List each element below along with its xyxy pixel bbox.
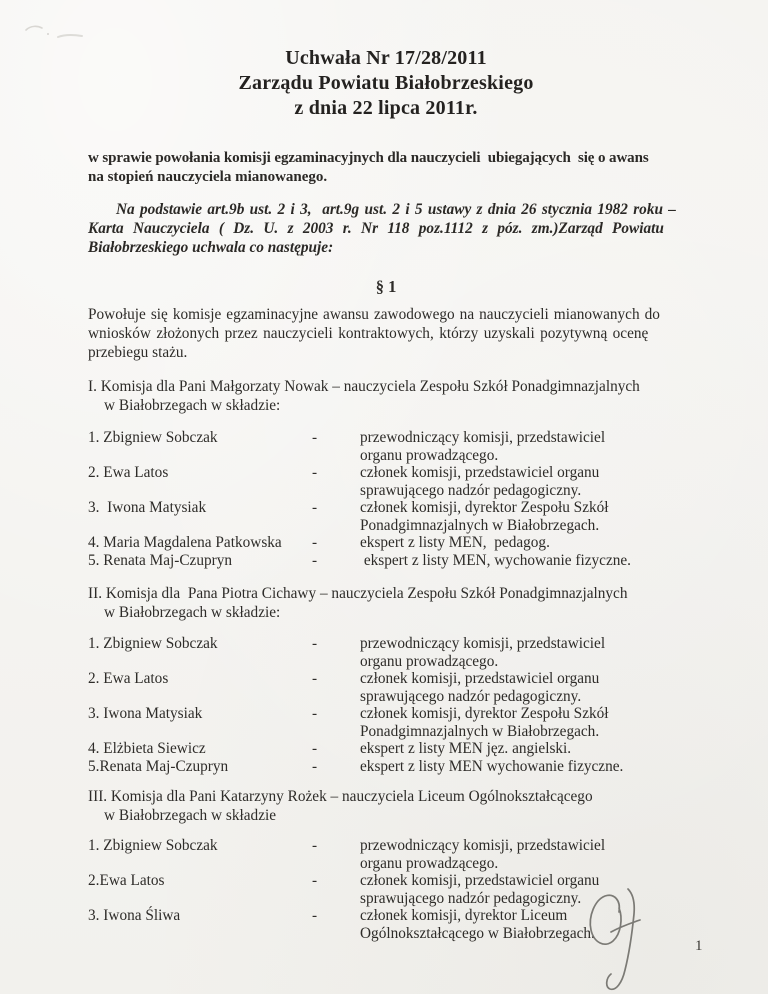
member-role-line: Ponadgimnazjalnych w Białobrzegach. bbox=[360, 722, 600, 740]
member-role-line: członek komisji, przedstawiciel organu bbox=[360, 670, 600, 687]
member-dash: - bbox=[312, 907, 318, 924]
member-role-line: organu prowadzącego. bbox=[360, 652, 499, 670]
member-role-line: Ponadgimnazjalnych w Białobrzegach. bbox=[360, 516, 600, 534]
member-role-line: sprawującego nadzór pedagogiczny. bbox=[360, 687, 582, 705]
member-dash: - bbox=[312, 429, 318, 446]
member-role bbox=[360, 552, 684, 570]
commissions bbox=[88, 378, 684, 942]
member-dash: - bbox=[312, 740, 318, 757]
member-role bbox=[360, 499, 684, 534]
legal-basis-paragraph bbox=[88, 200, 684, 257]
commission-heading bbox=[88, 585, 684, 622]
member-role-line: członek komisji, przedstawiciel organu bbox=[360, 464, 600, 481]
member-row bbox=[88, 552, 684, 570]
title-line-2: Zarządu Powiatu Białobrzeskiego bbox=[238, 72, 534, 94]
member-role-line: członek komisji, dyrektor Zespołu Szkół bbox=[360, 705, 609, 722]
member-dash: - bbox=[312, 499, 318, 516]
commission-heading bbox=[88, 378, 684, 415]
member-row bbox=[88, 705, 684, 740]
member-role bbox=[360, 837, 684, 872]
member-row bbox=[88, 635, 684, 670]
section-mark: § 1 bbox=[375, 277, 397, 296]
intro-line-2: wniosków złożonych przez nauczycieli kontraktowych, którzy uzyskali pozytywną ocenę bbox=[88, 325, 649, 342]
member-row bbox=[88, 429, 684, 464]
document-title bbox=[88, 46, 684, 121]
intro-paragraph bbox=[88, 305, 684, 362]
member-name: 3. Iwona Matysiak bbox=[88, 705, 203, 722]
commission-heading-line: w Białobrzegach w składzie: bbox=[104, 396, 281, 414]
member-name: 2.Ewa Latos bbox=[88, 872, 165, 889]
commission-heading bbox=[88, 788, 684, 825]
member-row bbox=[88, 464, 684, 499]
member-role bbox=[360, 758, 684, 776]
member-name: 5.Renata Maj-Czupryn bbox=[88, 757, 229, 775]
member-role-line: członek komisji, dyrektor Zespołu Szkół bbox=[360, 499, 609, 516]
member-row bbox=[88, 499, 684, 534]
member-name: 2. Ewa Latos bbox=[88, 670, 169, 687]
commission-section bbox=[88, 378, 684, 569]
commission-member-list bbox=[88, 635, 684, 775]
member-role-line: ekspert z listy MEN, pedagog. bbox=[360, 534, 550, 551]
commission-member-list bbox=[88, 429, 684, 569]
signature-paraph-icon bbox=[583, 886, 655, 994]
title-line-3: z dnia 22 lipca 2011r. bbox=[294, 97, 478, 119]
intro-line-1: Powołuje się komisje egzaminacyjne awansu zawodowego na nauczycieli mianowanych do bbox=[88, 306, 660, 323]
member-name: 3. Iwona Matysiak bbox=[88, 499, 207, 516]
page-number: 1 bbox=[695, 938, 703, 954]
member-dash: - bbox=[312, 670, 318, 687]
member-role-line: przewodniczący komisji, przedstawiciel bbox=[360, 837, 606, 854]
member-role-line: organu prowadzącego. bbox=[360, 854, 499, 872]
member-role-line: ekspert z listy MEN, wychowanie fizyczne. bbox=[360, 551, 632, 569]
member-role bbox=[360, 705, 684, 740]
member-name: 1. Zbigniew Sobczak bbox=[88, 429, 218, 446]
member-name: 5. Renata Maj-Czupryn bbox=[88, 551, 233, 569]
legal-basis-line-1: Na podstawie art.9b ust. 2 i 3, art.9g ust. 2 i 5 ustawy z dnia 26 stycznia 1982 roku – bbox=[116, 201, 676, 218]
title-line-1: Uchwała Nr 17/28/2011 bbox=[285, 47, 487, 69]
subject-paragraph bbox=[88, 149, 684, 187]
member-role-line: ekspert z listy MEN wychowanie fizyczne. bbox=[360, 757, 624, 775]
member-name: 1. Zbigniew Sobczak bbox=[88, 837, 218, 854]
member-row bbox=[88, 670, 684, 705]
member-role bbox=[360, 635, 684, 670]
member-role-line: organu prowadzącego. bbox=[360, 446, 499, 464]
member-dash: - bbox=[312, 551, 318, 569]
member-row bbox=[88, 837, 684, 872]
member-row bbox=[88, 740, 684, 758]
member-name: 3. Iwona Śliwa bbox=[88, 907, 181, 924]
commission-heading-line: w Białobrzegach w składzie: bbox=[104, 603, 281, 621]
member-dash: - bbox=[312, 757, 318, 775]
member-role-line: przewodniczący komisji, przedstawiciel bbox=[360, 635, 606, 652]
subject-line-1: w sprawie powołania komisji egzaminacyjnych dla nauczycieli ubiegających się o awans bbox=[88, 150, 649, 166]
member-role bbox=[360, 429, 684, 464]
member-role-line: Ogólnokształcącego w Białobrzegach. bbox=[360, 924, 595, 942]
member-name: 2. Ewa Latos bbox=[88, 464, 169, 481]
pencil-mark-icon bbox=[18, 14, 98, 48]
member-dash: - bbox=[312, 464, 318, 481]
member-name: 4. Maria Magdalena Patkowska bbox=[88, 534, 282, 551]
member-name: 1. Zbigniew Sobczak bbox=[88, 635, 218, 652]
member-dash: - bbox=[312, 534, 318, 551]
member-row bbox=[88, 534, 684, 552]
member-dash: - bbox=[312, 705, 318, 722]
commission-heading-line: II. Komisja dla Pana Piotra Cichawy – nauczyciela Zespołu Szkół Ponadgimnazjalnych bbox=[88, 585, 628, 602]
member-name: 4. Elżbieta Siewicz bbox=[88, 740, 206, 757]
member-role bbox=[360, 740, 684, 758]
commission-heading-line: w Białobrzegach w składzie bbox=[104, 806, 277, 824]
subject-line-2: na stopień nauczyciela mianowanego. bbox=[88, 169, 328, 185]
legal-basis-line-3: Białobrzeskiego uchwala co następuje: bbox=[88, 239, 334, 256]
intro-line-3: przebiegu stażu. bbox=[88, 344, 188, 361]
member-dash: - bbox=[312, 872, 318, 889]
member-role bbox=[360, 534, 684, 552]
commission-heading-line: III. Komisja dla Pani Katarzyny Rożek – nauczyciela Liceum Ogólnokształcącego bbox=[88, 788, 593, 805]
member-dash: - bbox=[312, 635, 318, 652]
legal-basis-line-2: Karta Nauczyciela ( Dz. U. z 2003 r. Nr 118 poz.1112 z póz. zm.)Zarząd Powiatu bbox=[88, 220, 664, 237]
member-role-line: sprawującego nadzór pedagogiczny. bbox=[360, 889, 582, 907]
member-row bbox=[88, 758, 684, 776]
member-role-line: przewodniczący komisji, przedstawiciel bbox=[360, 429, 606, 446]
member-role-line: członek komisji, przedstawiciel organu bbox=[360, 872, 600, 889]
commission-section bbox=[88, 585, 684, 775]
member-role bbox=[360, 464, 684, 499]
member-role-line: sprawującego nadzór pedagogiczny. bbox=[360, 481, 582, 499]
member-role-line: ekspert z listy MEN jęz. angielski. bbox=[360, 740, 572, 757]
member-role bbox=[360, 670, 684, 705]
member-role-line: członek komisji, dyrektor Liceum bbox=[360, 907, 568, 924]
commission-heading-line: I. Komisja dla Pani Małgorzaty Nowak – nauczyciela Zespołu Szkół Ponadgimnazjalnych bbox=[88, 378, 640, 395]
member-dash: - bbox=[312, 837, 318, 854]
